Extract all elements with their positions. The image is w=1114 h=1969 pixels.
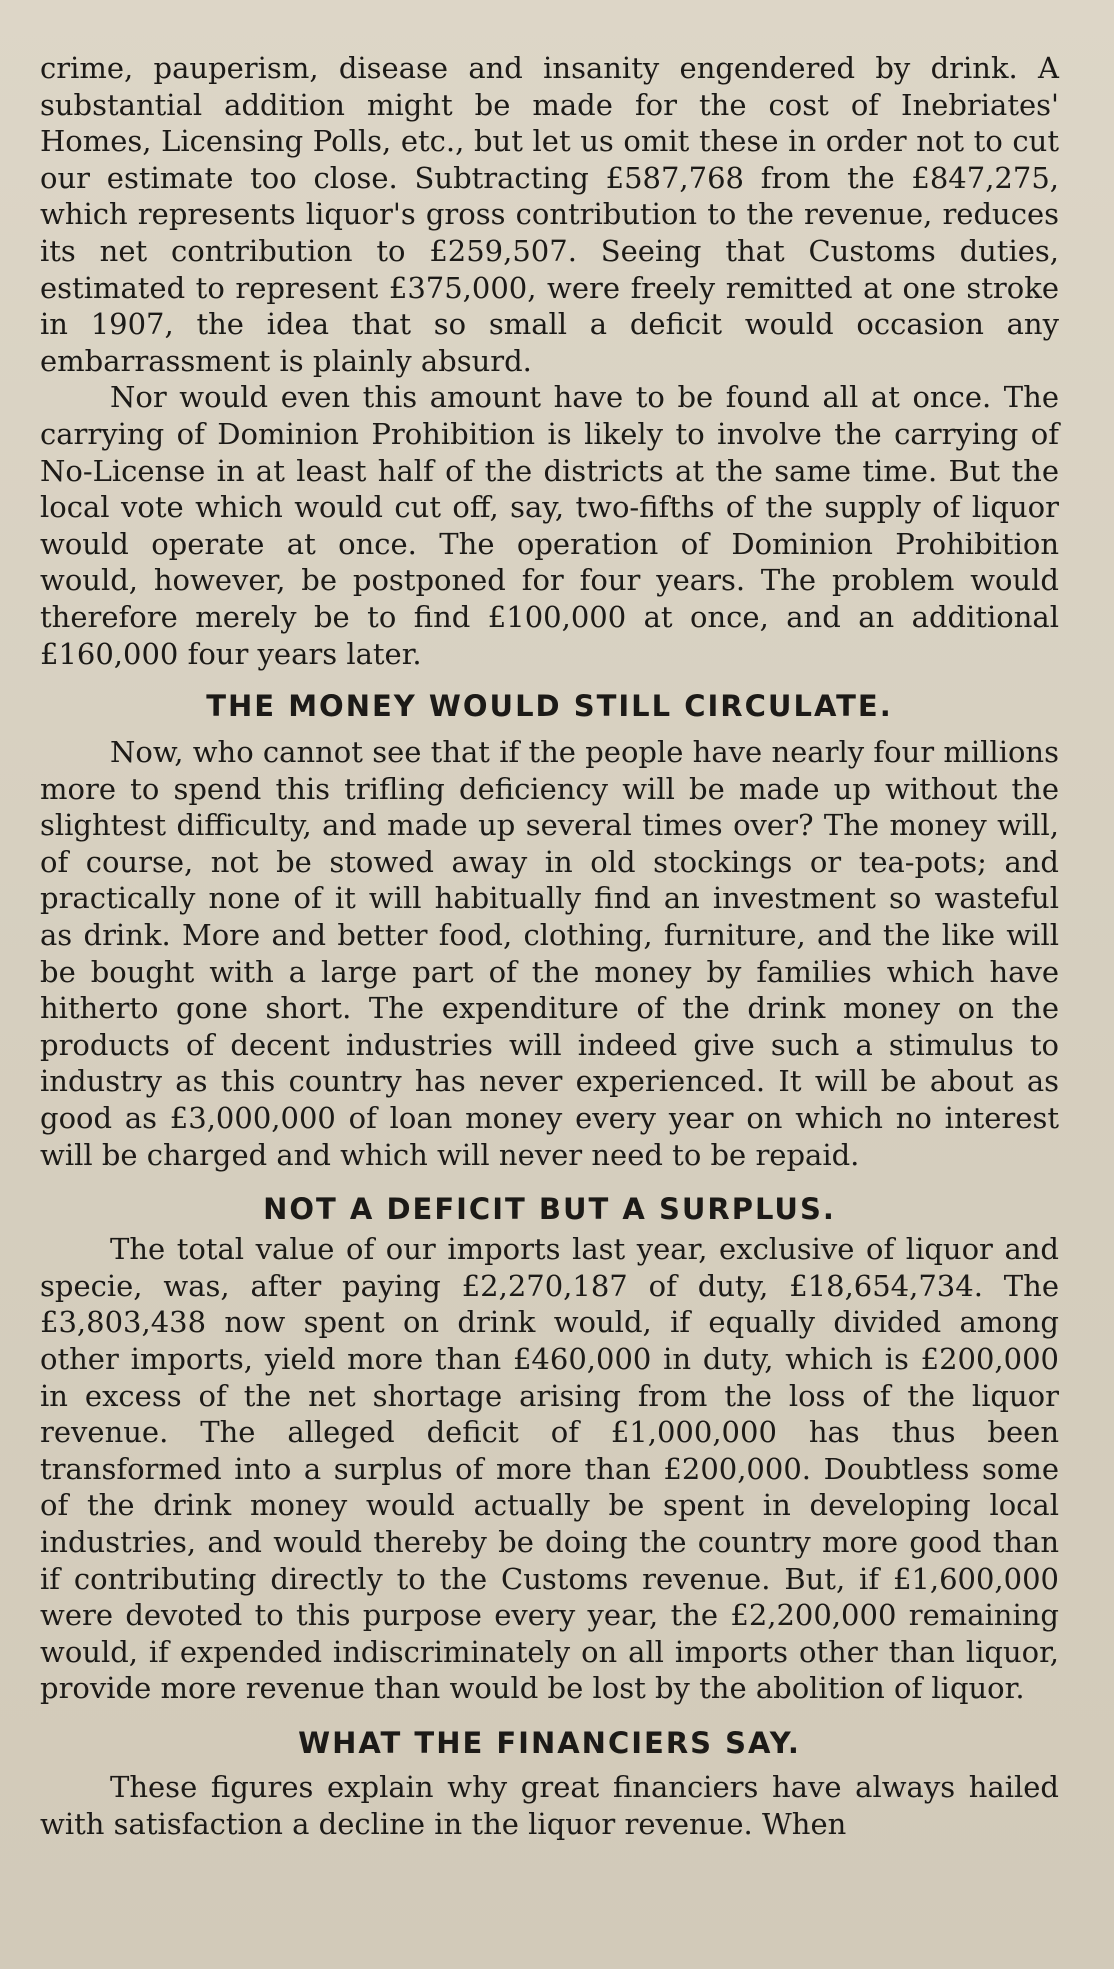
- heading-money-would-still-circulate: THE MONEY WOULD STILL CIRCULATE.: [206, 689, 893, 724]
- paragraph-liquor-net-contribution: crime, pauperism, disease and insanity engendered by drink. A substantial addition might be made for the cost of Inebriates' Homes, Licensing Polls, etc., but let us omit these in order not to cut our estimate too close. Subtracting £587,768 from the £847,275, which represents liquor's gross contribution to the revenue, reduces its net contribution to £259,507. Seeing that Customs duties, estimated to represent £375,000, were freely remitted at one stroke in 1907, the idea that so small a deficit would occasion any embarrassment is plainly absurd.: [40, 51, 1059, 378]
- heading-what-the-financiers-say: WHAT THE FINANCIERS SAY.: [298, 1725, 801, 1760]
- paragraph-money-circulates: Now, who cannot see that if the people have nearly four millions more to spend this trifling deficiency will be made up without the slightest difficulty, and made up several times over? The money will, of course, not be stowed away in old stockings or tea-pots; and practically none of it will habitually find an investment so wasteful as drink. More and better food, clothing, furniture, and the like will be bought with a large part of the money by families which have hitherto gone short. The expenditure of the drink money on the products of decent industries will indeed give such a stimulus to industry as this country has never experienced. It will be about as good as £3,000,000 of loan money every year on which no interest will be charged and which will never need to be repaid.: [40, 735, 1059, 1172]
- heading-not-a-deficit-but-a-surplus: NOT A DEFICIT BUT A SURPLUS.: [263, 1192, 836, 1227]
- paragraph-financiers: These figures explain why great financiers have always hailed with satisfaction a decline in the liquor revenue. When: [40, 1769, 1059, 1841]
- paragraph-dominion-prohibition: Nor would even this amount have to be found all at once. The carrying of Dominion Prohibition is likely to involve the carrying of No-License in at least half of the districts at the same time. But the local vote which would cut off, say, two-fifths of the supply of liquor would operate at once. The operation of Dominion Prohibition would, however, be postponed for four years. The problem would therefore merely be to find £100,000 at once, and an additional £160,000 four years later.: [40, 380, 1059, 671]
- paragraph-imports-surplus: The total value of our imports last year, exclusive of liquor and specie, was, after paying £2,270,187 of duty, £18,654,734. The £3,803,438 now spent on drink would, if equally divided among other imports, yield more than £460,000 in duty, which is £200,000 in excess of the net shortage arising from the loss of the liquor revenue. The alleged deficit of £1,000,000 has thus been transformed into a surplus of more than £200,000. Doubtless some of the drink money would actually be spent in developing local industries, and would thereby be doing the country more good than if contributing directly to the Customs revenue. But, if £1,600,000 were devoted to this purpose every year, the £2,200,000 remaining would, if expended indiscriminately on all imports other than liquor, provide more revenue than would be lost by the abolition of liquor.: [40, 1232, 1059, 1706]
